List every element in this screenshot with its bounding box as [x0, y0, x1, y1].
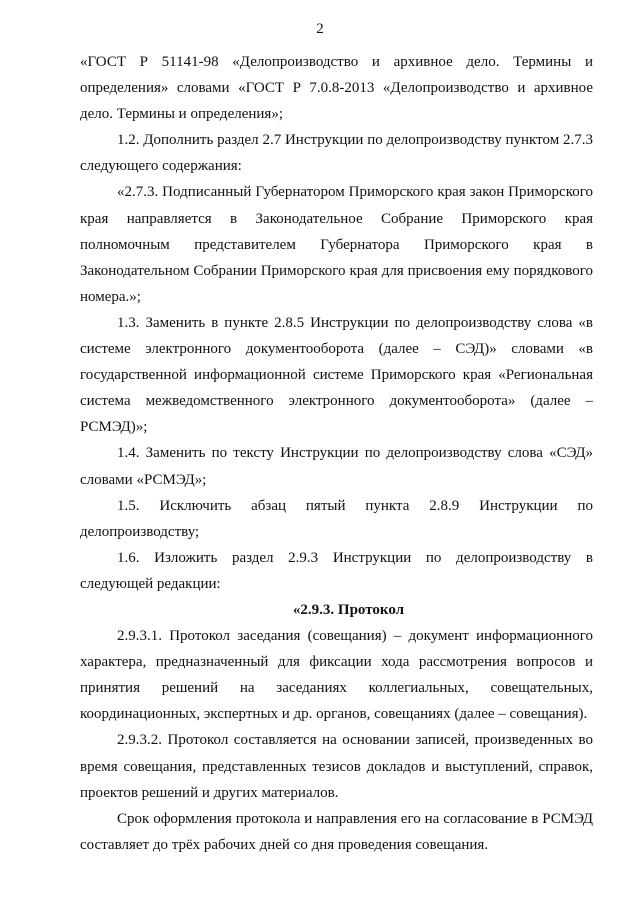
paragraph-1-6: 1.6. Изложить раздел 2.9.3 Инструкции по делопроизводству в следующей редакции:	[80, 549, 593, 592]
document-body	[80, 49, 593, 858]
section-heading-protocol: «2.9.3. Протокол	[292, 601, 405, 618]
paragraph-protocol-deadline: Срок оформления протокола и направления его на согласование в РСМЭД составляет до трёх рабочих дней со дня проведения совещания.	[80, 810, 593, 853]
paragraph-2-9-3-1: 2.9.3.1. Протокол заседания (совещания) – документ информационного характера, предназначенный для фиксации хода рассмотрения вопросов и принятия решений на заседаниях коллегиальных, совещательных, координационных, экспертных и др. органов, совещаниях (далее – совещания).	[80, 628, 593, 723]
paragraph-1-4: 1.4. Заменить по тексту Инструкции по делопроизводству слова «СЭД» словами «РСМЭД»;	[80, 445, 593, 488]
paragraph-2-7-3: «2.7.3. Подписанный Губернатором Приморского края закон Приморского края направляется в Законодательное Собрание Приморского края полномочным представителем Губернатора Приморского края в Законодательном Собрании Приморского края для присвоения ему порядкового номера.»;	[80, 184, 593, 305]
page-number: 2	[316, 21, 324, 37]
paragraph-1-2: 1.2. Дополнить раздел 2.7 Инструкции по делопроизводству пунктом 2.7.3 следующего содержания:	[80, 132, 593, 175]
paragraph-2-9-3-2: 2.9.3.2. Протокол составляется на основании записей, произведенных во время совещания, представленных тезисов докладов и выступлений, справок, проектов решений и других материалов.	[80, 732, 593, 801]
paragraph-1-5: 1.5. Исключить абзац пятый пункта 2.8.9 Инструкции по делопроизводству;	[80, 497, 593, 540]
paragraph-1-3: 1.3. Заменить в пункте 2.8.5 Инструкции по делопроизводству слова «в системе электронного документооборота (далее – СЭД)» словами «в государственной информационной системе Приморского края «Региональная система межведомственного электронного документооборота» (далее – РСМЭД)»;	[80, 314, 593, 436]
paragraph-gost-reference: «ГОСТ Р 51141-98 «Делопроизводство и архивное дело. Термины и определения» словами «ГОСТ Р 7.0.8-2013 «Делопроизводство и архивное дело. Термины и определения»;	[80, 54, 593, 123]
